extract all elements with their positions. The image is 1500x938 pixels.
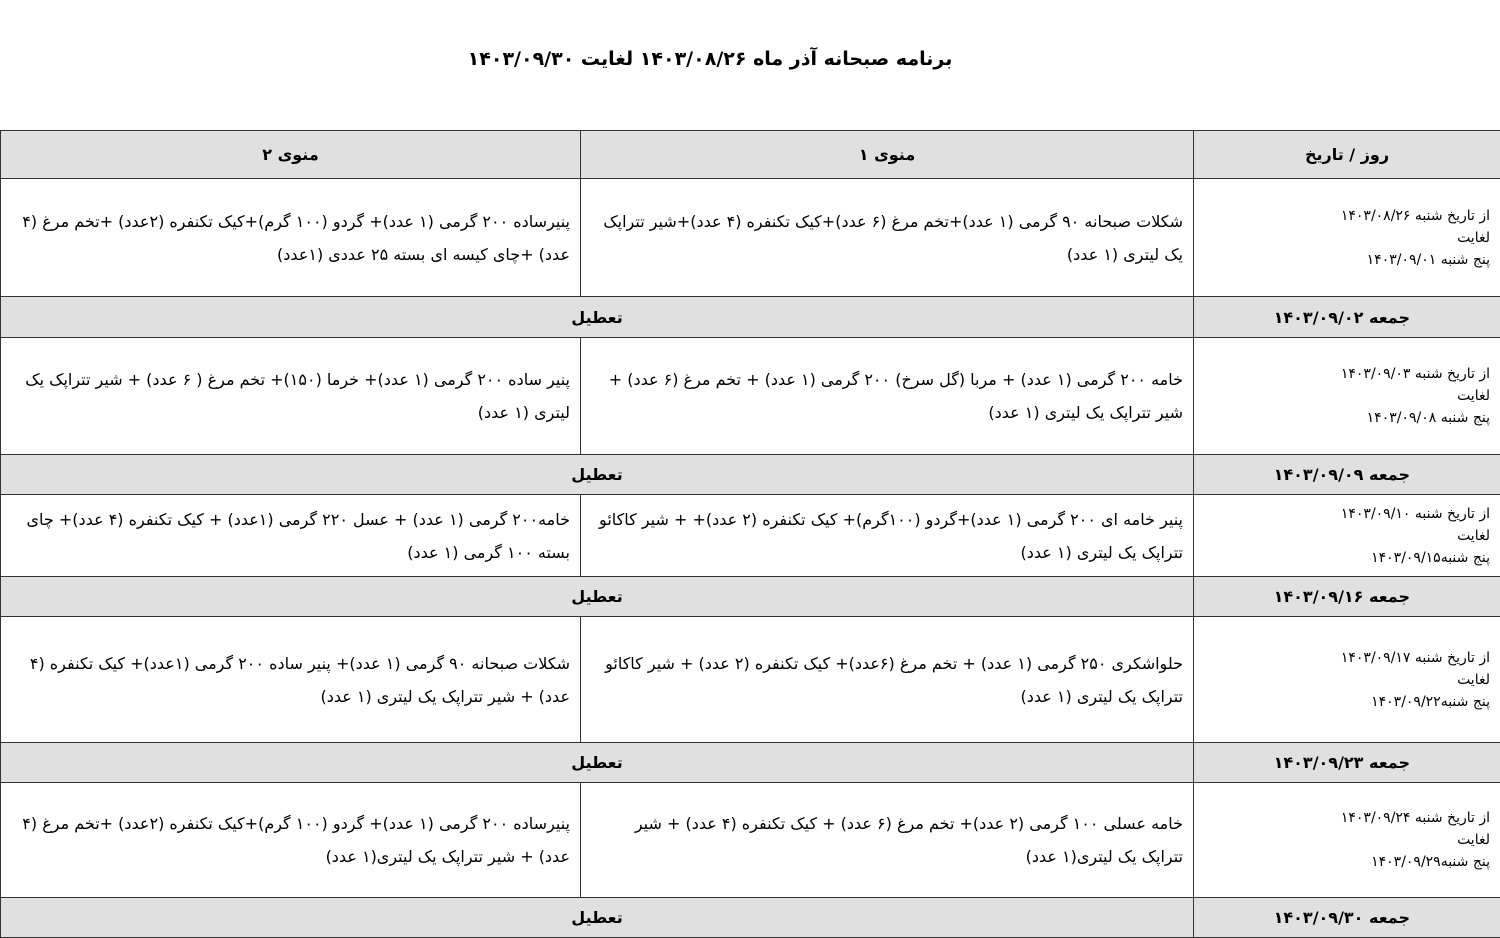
date-range-cell: [1194, 783, 1500, 898]
holiday-date: جمعه ۱۴۰۳/۰۹/۰۹: [1194, 455, 1500, 495]
date-to: پنج شنبه۱۴۰۳/۰۹/۲۹: [1204, 851, 1490, 873]
date-from: از تاریخ شنبه ۱۴۰۳/۰۸/۲۶: [1204, 205, 1490, 227]
holiday-row: [1, 297, 1500, 338]
week-row: [1, 783, 1500, 898]
date-range-cell: [1194, 617, 1500, 743]
holiday-label: تعطیل: [1, 898, 1194, 938]
date-until: لغایت: [1204, 227, 1490, 249]
date-from: از تاریخ شنبه ۱۴۰۳/۰۹/۱۰: [1204, 503, 1490, 525]
header-date: روز / تاریخ: [1194, 131, 1500, 179]
holiday-date: جمعه ۱۴۰۳/۰۹/۱۶: [1194, 577, 1500, 617]
menu-1-cell: خامه عسلی ۱۰۰ گرمی (۲ عدد)+ تخم مرغ (۶ عدد) + کیک تکنفره (۴ عدد) + شیر تتراپک یک لیتری(۱ عدد): [581, 783, 1194, 898]
date-to: پنج شنبه۱۴۰۳/۰۹/۲۲: [1204, 691, 1490, 713]
header-row: [1, 131, 1500, 179]
holiday-label: تعطیل: [1, 577, 1194, 617]
menu-2-cell: شکلات صبحانه ۹۰ گرمی (۱ عدد)+ پنیر ساده ۲۰۰ گرمی (۱عدد)+ کیک تکنفره (۴ عدد) + شیر تتراپک یک لیتری (۱ عدد): [1, 617, 581, 743]
holiday-date: جمعه ۱۴۰۳/۰۹/۳۰: [1194, 898, 1500, 938]
holiday-date: جمعه ۱۴۰۳/۰۹/۰۲: [1194, 297, 1500, 338]
header-menu-2: منوی ۲: [1, 131, 581, 179]
header-menu-1: منوی ۱: [581, 131, 1194, 179]
date-until: لغایت: [1204, 385, 1490, 407]
date-range-cell: [1194, 179, 1500, 297]
holiday-label: تعطیل: [1, 297, 1194, 338]
date-until: لغایت: [1204, 525, 1490, 547]
date-range-cell: [1194, 495, 1500, 577]
date-to: پنج شنبه ۱۴۰۳/۰۹/۰۸: [1204, 407, 1490, 429]
date-range-cell: [1194, 338, 1500, 455]
date-from: از تاریخ شنبه ۱۴۰۳/۰۹/۱۷: [1204, 647, 1490, 669]
date-until: لغایت: [1204, 829, 1490, 851]
menu-1-cell: پنیر خامه ای ۲۰۰ گرمی (۱ عدد)+گردو (۱۰۰گرم)+ کیک تکنفره (۲ عدد)+ + شیر کاکائو تتراپک یک لیتری (۱ عدد): [581, 495, 1194, 577]
week-row: [1, 617, 1500, 743]
menu-1-cell: شکلات صبحانه ۹۰ گرمی (۱ عدد)+تخم مرغ (۶ عدد)+کیک تکنفره (۴ عدد)+شیر تتراپک یک لیتری (۱ عدد): [581, 179, 1194, 297]
menu-2-cell: خامه۲۰۰ گرمی (۱ عدد) + عسل ۲۲۰ گرمی (۱عدد) + کیک تکنفره (۴ عدد)+ چای بسته ۱۰۰ گرمی (۱ عدد): [1, 495, 581, 577]
date-from: از تاریخ شنبه ۱۴۰۳/۰۹/۰۳: [1204, 363, 1490, 385]
holiday-row: [1, 577, 1500, 617]
menu-2-cell: پنیرساده ۲۰۰ گرمی (۱ عدد)+ گردو (۱۰۰ گرم)+کیک تکنفره (۲عدد) +تخم مرغ (۴ عدد) +چای کیسه ای بسته ۲۵ عددی (۱عدد): [1, 179, 581, 297]
holiday-row: [1, 455, 1500, 495]
menu-2-cell: پنیرساده ۲۰۰ گرمی (۱ عدد)+ گردو (۱۰۰ گرم)+کیک تکنفره (۲عدد) +تخم مرغ (۴ عدد) + شیر تتراپک یک لیتری(۱ عدد): [1, 783, 581, 898]
date-to: پنج شنبه۱۴۰۳/۰۹/۱۵: [1204, 547, 1490, 569]
holiday-label: تعطیل: [1, 455, 1194, 495]
week-row: [1, 179, 1500, 297]
date-until: لغایت: [1204, 669, 1490, 691]
holiday-row: [1, 743, 1500, 783]
breakfast-schedule-table: [0, 130, 1500, 938]
page-title: برنامه صبحانه آذر ماه ۱۴۰۳/۰۸/۲۶ لغایت ۱۴۰۳/۰۹/۳۰: [0, 40, 1420, 78]
holiday-row: [1, 898, 1500, 938]
menu-1-cell: حلواشکری ۲۵۰ گرمی (۱ عدد) + تخم مرغ (۶عدد)+ کیک تکنفره (۲ عدد) + شیر کاکائو تتراپک یک لیتری (۱ عدد): [581, 617, 1194, 743]
week-row: [1, 338, 1500, 455]
date-from: از تاریخ شنبه ۱۴۰۳/۰۹/۲۴: [1204, 807, 1490, 829]
holiday-label: تعطیل: [1, 743, 1194, 783]
date-to: پنج شنبه ۱۴۰۳/۰۹/۰۱: [1204, 249, 1490, 271]
menu-1-cell: خامه ۲۰۰ گرمی (۱ عدد) + مربا (گل سرخ) ۲۰۰ گرمی (۱ عدد) + تخم مرغ (۶ عدد) + شیر تتراپک یک لیتری (۱ عدد): [581, 338, 1194, 455]
holiday-date: جمعه ۱۴۰۳/۰۹/۲۳: [1194, 743, 1500, 783]
menu-2-cell: پنیر ساده ۲۰۰ گرمی (۱ عدد)+ خرما (۱۵۰)+ تخم مرغ ( ۶ عدد) + شیر تتراپک یک لیتری (۱ عدد): [1, 338, 581, 455]
week-row: [1, 495, 1500, 577]
